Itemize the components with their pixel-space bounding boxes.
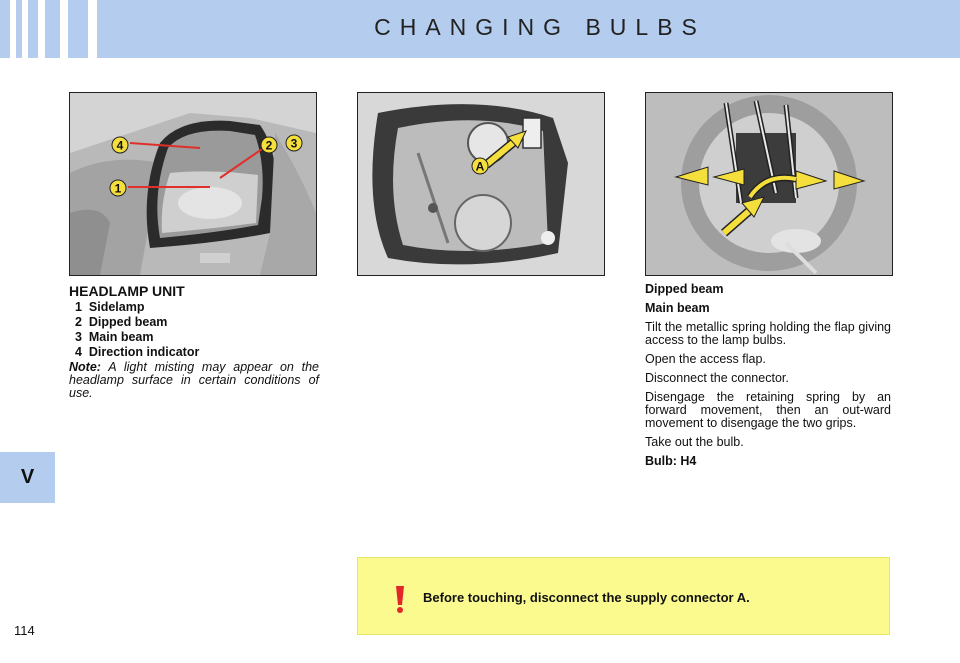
procedure-step: Tilt the metallic spring holding the flap giving access to the lamp bulbs. [645, 320, 891, 347]
legend-item: 1 Sidelamp [75, 300, 145, 314]
legend-item: 2 Dipped beam [75, 315, 168, 329]
procedure-step: Take out the bulb. [645, 435, 744, 449]
callout-1: 1 [114, 181, 122, 196]
bulb-procedure [645, 283, 891, 474]
legend-item: 4 Direction indicator [75, 345, 200, 359]
headlamp-rear-photo [357, 92, 605, 276]
note-label: Note: [69, 360, 101, 374]
warning-text: Before touching, disconnect the supply connector A. [423, 590, 750, 605]
headlamp-title: HEADLAMP UNIT [69, 283, 185, 299]
heading-main-beam: Main beam [645, 301, 710, 315]
procedure-step: Disengage the retaining spring by an forward movement, then an out-ward movement to disengage the two grips. [645, 390, 891, 430]
chapter-tab-label: V [20, 466, 35, 488]
bulb-type: Bulb: H4 [645, 454, 697, 468]
spring-clip-photo [645, 92, 893, 276]
legend-item: 3 Main beam [75, 330, 154, 344]
callout-2: 2 [265, 138, 273, 153]
callout-4: 4 [116, 138, 124, 153]
note-text: A light misting may appear on the headlamp surface in certain conditions of use. [69, 360, 319, 400]
callout-3: 3 [290, 136, 298, 151]
procedure-step: Open the access flap. [645, 352, 766, 366]
header-band [0, 0, 960, 58]
headlamp-note [69, 361, 319, 400]
procedure-step: Disconnect the connector. [645, 371, 789, 385]
page-title: CHANGING BULBS [374, 14, 706, 40]
page-number: 114 [14, 623, 35, 638]
header-stripes [0, 0, 120, 58]
callout-a: A [475, 159, 485, 174]
headlamp-photo [69, 92, 317, 276]
exclamation-icon [380, 580, 420, 616]
warning-box [357, 557, 890, 635]
headlamp-legend [69, 283, 319, 400]
heading-dipped-beam: Dipped beam [645, 282, 724, 296]
chapter-tab[interactable] [0, 452, 55, 503]
